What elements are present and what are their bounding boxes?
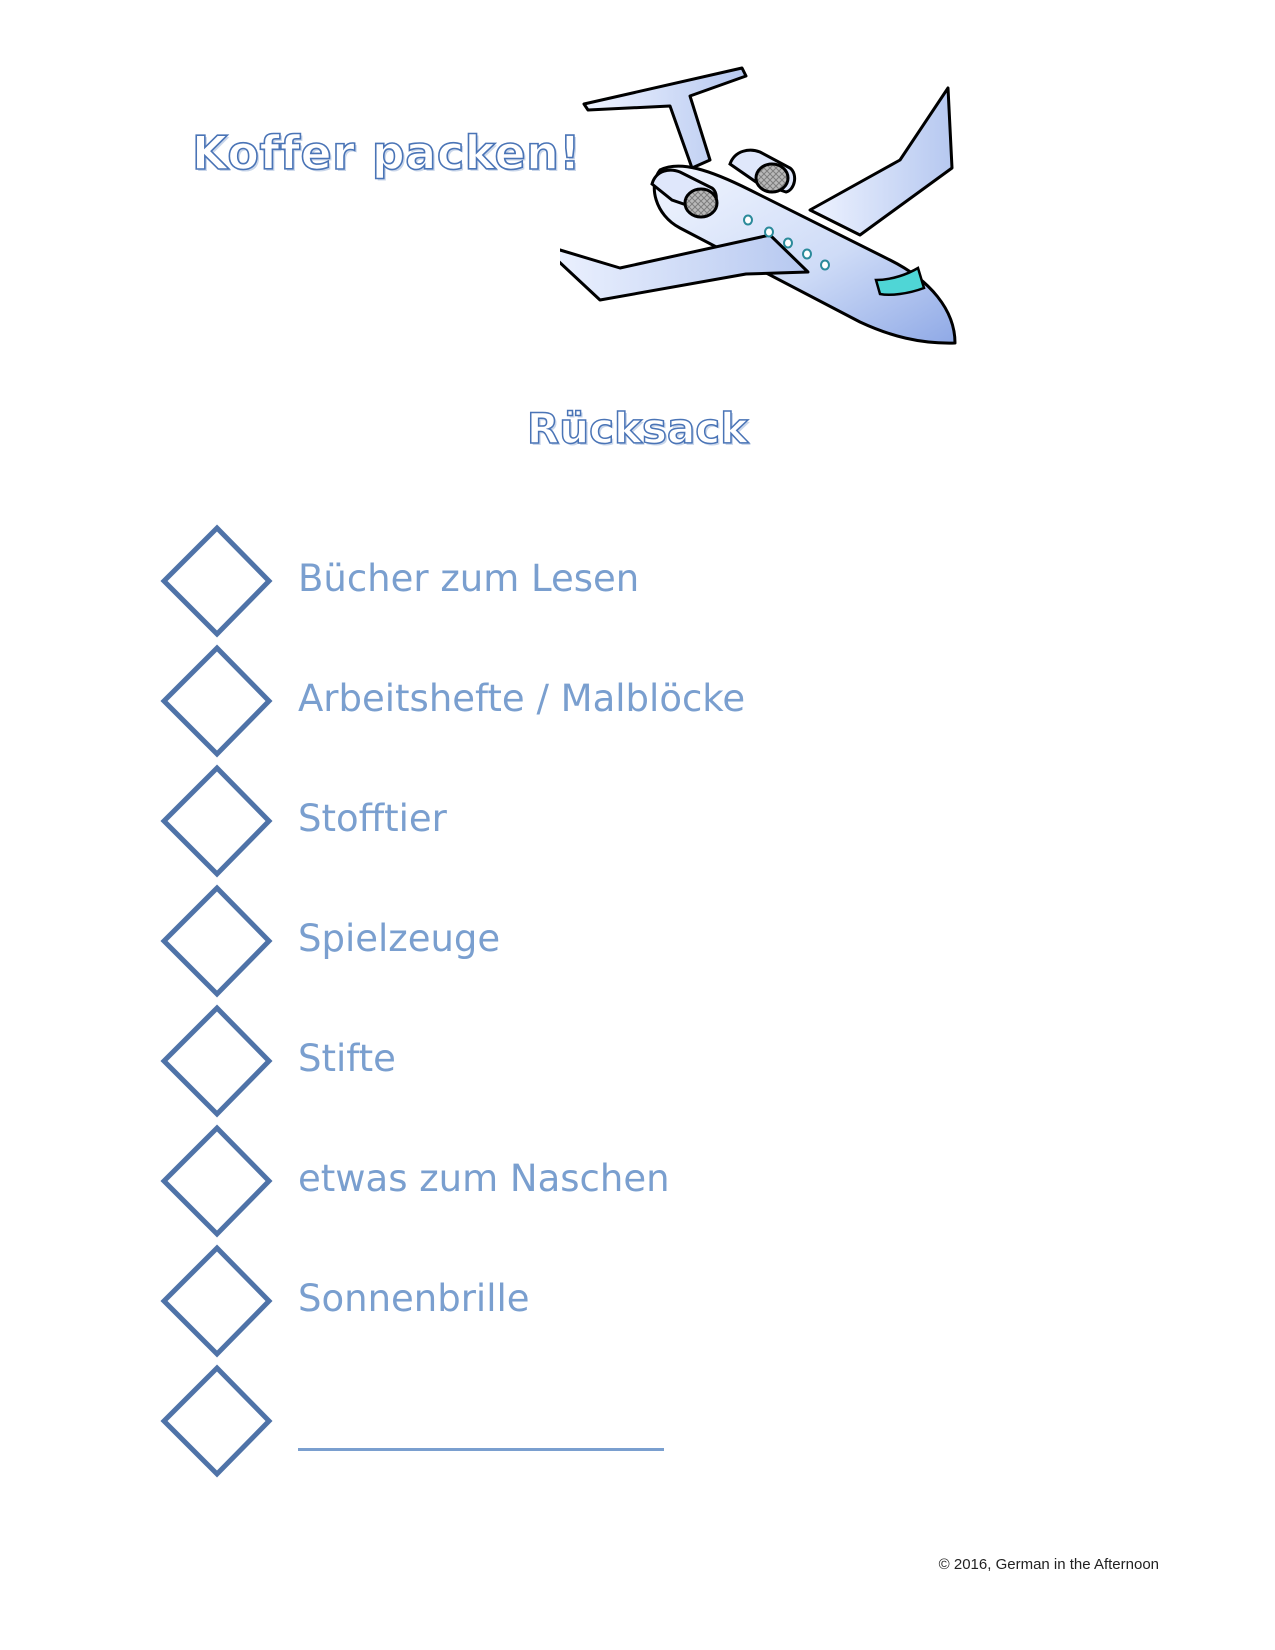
diamond-checkbox[interactable]: [160, 1364, 274, 1478]
checklist-item-label: Stofftier: [298, 797, 447, 840]
airplane-illustration: [560, 60, 1020, 370]
checklist-item-label: etwas zum Naschen: [298, 1157, 670, 1200]
checklist-item: [160, 1244, 1060, 1364]
diamond-checkbox[interactable]: [160, 1124, 274, 1238]
diamond-checkbox[interactable]: [160, 644, 274, 758]
page-title: Koffer packen!: [192, 126, 581, 180]
diamond-checkbox[interactable]: [160, 1244, 274, 1358]
diamond-checkbox[interactable]: [160, 764, 274, 878]
blank-write-in-line[interactable]: [298, 1448, 664, 1451]
checklist-item-label: Stifte: [298, 1037, 396, 1080]
copyright-notice: © 2016, German in the Afternoon: [938, 1556, 1159, 1573]
checklist-item: [160, 644, 1060, 764]
checklist-item: [160, 1004, 1060, 1124]
checklist-item-label: Bücher zum Lesen: [298, 557, 640, 600]
diamond-checkbox[interactable]: [160, 884, 274, 998]
diamond-checkbox[interactable]: [160, 524, 274, 638]
checklist-item: [160, 524, 1060, 644]
checklist-item: [160, 764, 1060, 884]
checklist-item-label: Arbeitshefte / Malblöcke: [298, 677, 746, 720]
checklist-item-blank: [160, 1364, 1060, 1484]
checklist-item: [160, 884, 1060, 1004]
checklist-item: [160, 1124, 1060, 1244]
checklist-item-label: Sonnenbrille: [298, 1277, 530, 1320]
section-title: Rücksack: [526, 404, 749, 453]
checklist-item-label: Spielzeuge: [298, 917, 501, 960]
diamond-checkbox[interactable]: [160, 1004, 274, 1118]
packing-checklist: [160, 524, 1060, 1484]
